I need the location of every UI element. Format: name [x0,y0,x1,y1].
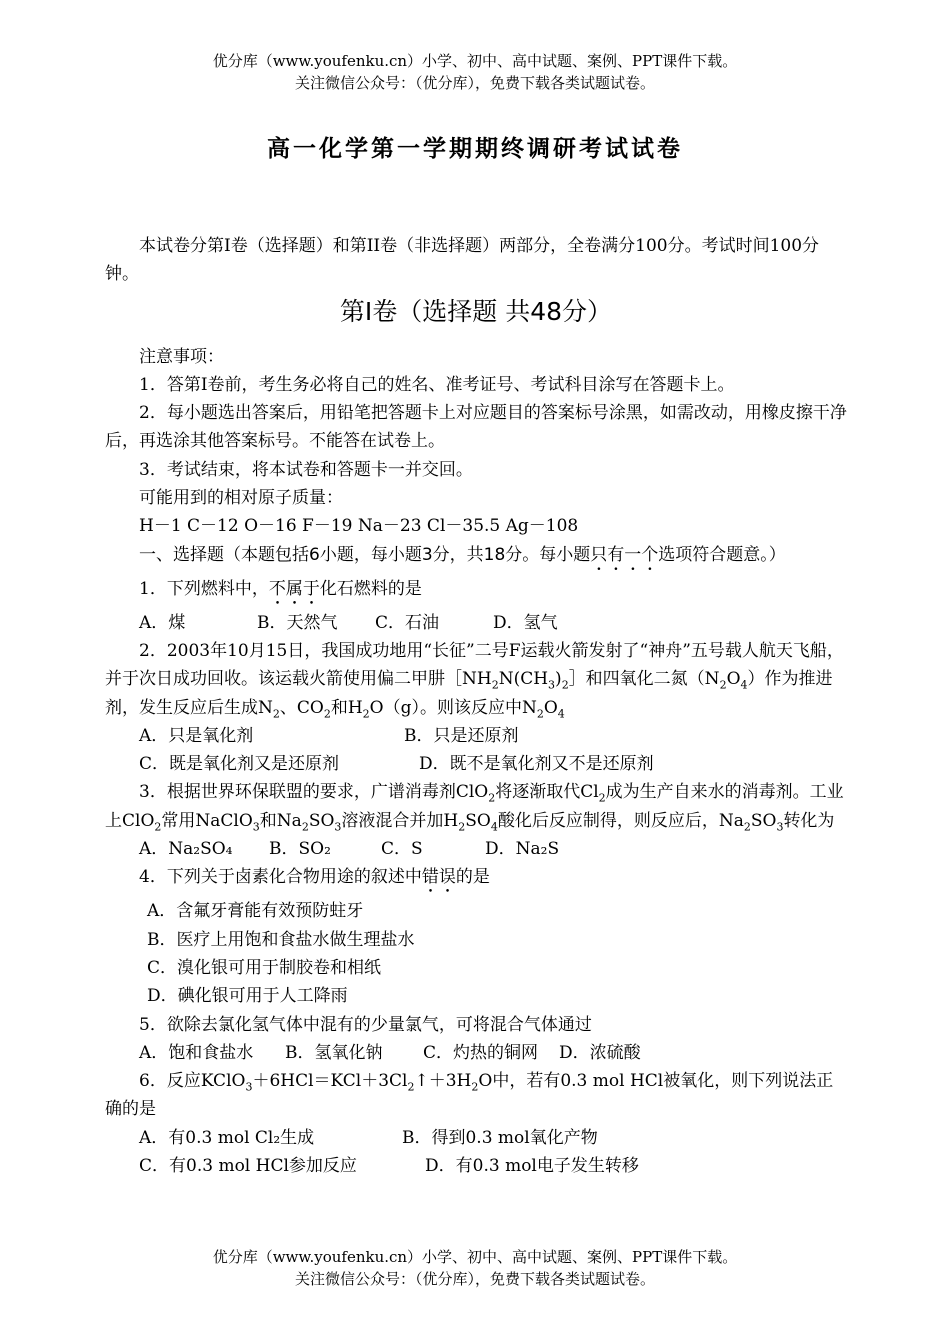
header-line-2: 关注微信公众号：（优分库），免费下载各类试题试卷。 [294,74,655,92]
note-item: 1．答第Ⅰ卷前，考生务必将自己的姓名、准考证号、考试科目涂写在答题卡上。 [139,374,735,395]
option-a: A．饱和食盐水 [139,1042,254,1063]
exam-body [105,232,847,1180]
question-4: 4．下列关于卤素化合物用途的叙述中错误的是 [139,867,490,888]
option-d: D．Na₂S [485,839,560,860]
part1-heading: 一、选择题（本题包括6小题，每小题3分，共18分。每小题只有一个选项符合题意。） [139,544,786,565]
option-d: D．浓硫酸 [559,1042,641,1063]
question-2: 2．2003年10月15日，我国成功地用“长征”二号F运载火箭发射了“神舟”五号载人航天飞船，并于次日成功回收。该运载火箭使用偏二甲肼$[NH_2N(CH_3)_2]$和四氧化二氮$(N_2O_4)$作为推进剂，发生反应后生成$N_2$、$CO_2$和$H_2O(g)$。则该反应中$N_2O_4$ [105,640,844,720]
option-b: B．得到0.3 mol氧化产物 [402,1127,598,1148]
footer-line-2: 关注微信公众号：（优分库），免费下载各类试题试卷。 [294,1270,655,1288]
option-c: C．有0.3 mol HCl参加反应 [139,1156,357,1177]
emphasis-text: 错误 [421,867,456,888]
q6-options-row1 [105,1124,847,1152]
q5-options [105,1039,847,1067]
q6-options-row2 [105,1152,847,1180]
note-item: 3．考试结束，将本试卷和答题卡一并交回。 [139,459,473,480]
q1-options [105,609,847,637]
question-1: 1．下列燃料中，不属于化石燃料的是 [139,578,422,599]
option-a: A．含氟牙膏能有效预防蛀牙 [147,901,364,922]
q2-options-row2 [105,750,847,778]
atomic-mass-heading: 可能用到的相对原子质量： [139,488,343,509]
option-b: B．天然气 [257,612,338,633]
emphasis-text: 不属于 [268,578,320,599]
option-c: C．S [381,839,423,860]
option-c: C．既是氧化剂又是还原剂 [139,754,340,775]
option-d: D．碘化银可用于人工降雨 [147,986,348,1007]
option-a: A．煤 [139,612,186,633]
option-c: C．溴化银可用于制胶卷和相纸 [147,957,382,978]
q2-options-row1 [105,722,847,750]
exam-title: 高一化学第一学期期终调研考试试卷 [267,135,683,162]
question-5: 5．欲除去氯化氢气体中混有的少量氯气，可将混合气体通过 [139,1014,592,1035]
question-3: 3．根据世界环保联盟的要求，广谱消毒剂ClO$_2$将逐渐取代$Cl_2$成为生产自来水的消毒剂。工业上ClO$_2$常用NaClO$_3$和$Na_2SO_3$溶液混合并加$H_2SO_4$酸化后反应制得，则反应后，$Na_2SO_3$转化为 [105,782,844,834]
option-b: B．氢氧化钠 [285,1042,383,1063]
q3-options [105,835,847,863]
option-b: B．医疗上用饱和食盐水做生理盐水 [147,929,415,950]
atomic-mass-values: H－1 C－12 O－16 F－19 Na－23 Cl－35.5 Ag－108 [139,516,579,537]
note-item: 2．每小题选出答案后，用铅笔把答题卡上对应题目的答案标号涂黑，如需改动，用橡皮擦干净后，再选涂其他答案标号。不能答在试卷上。 [105,403,847,452]
option-b: B．只是还原剂 [404,725,519,746]
option-c: C．石油 [375,612,440,633]
page-header [0,50,950,94]
option-a: A．有0.3 mol Cl₂生成 [139,1127,315,1148]
notes-heading: 注意事项： [139,346,224,367]
footer-line-1: 优分库（www.youfenku.cn）小学、初中、高中试题、案例、PPT课件下载。 [212,1248,738,1266]
header-line-1: 优分库（www.youfenku.cn）小学、初中、高中试题、案例、PPT课件下载。 [212,52,738,70]
option-c: C．灼热的铜网 [423,1042,539,1063]
option-a: A．Na₂SO₄ [139,839,233,860]
option-d: D．有0.3 mol电子发生转移 [425,1156,639,1177]
option-b: B．SO₂ [269,839,331,860]
emphasis-text: 只有一个 [590,544,659,565]
exam-intro: 本试卷分第I卷（选择题）和第II卷（非选择题）两部分，全卷满分100分。考试时间100分钟。 [105,236,820,285]
option-d: D．既不是氧化剂又不是还原剂 [419,754,654,775]
option-a: A．只是氧化剂 [139,725,254,746]
section-title: 第Ⅰ卷（选择题 共48分） [339,296,613,326]
option-d: D．氢气 [493,612,558,633]
question-6: 6．反应$KClO_3+6HCl=KCl+3Cl_2↑+3H_2O$中，若有0.3 mol HCl被氧化，则下列说法正确的是 [105,1071,834,1120]
page-footer [0,1246,950,1290]
